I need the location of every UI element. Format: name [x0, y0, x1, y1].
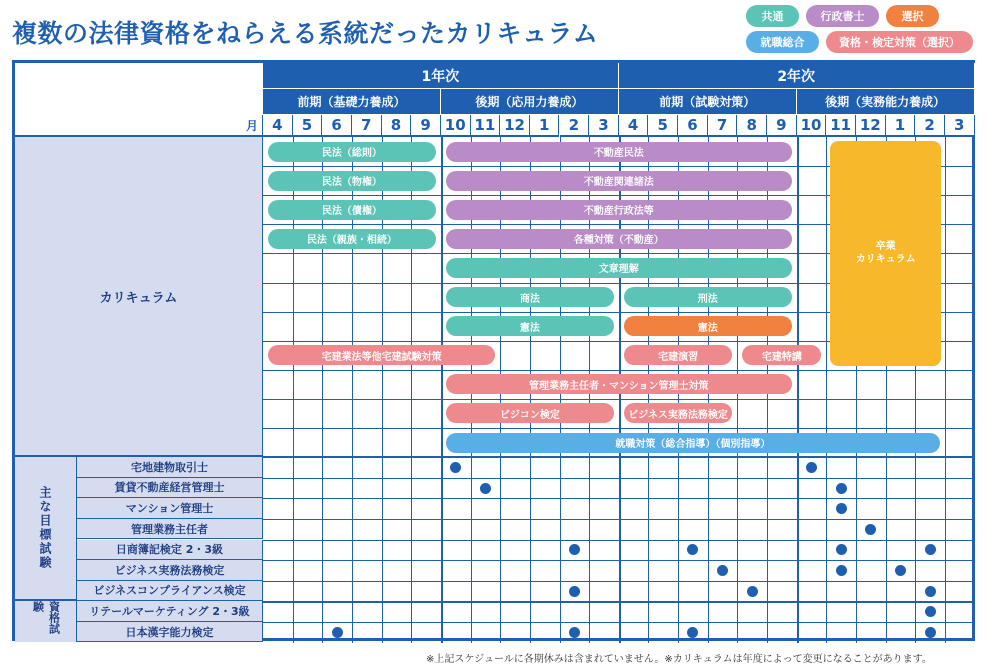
exam-dot: [569, 586, 580, 597]
grid-line-horizontal: [263, 399, 975, 400]
page-title: 複数の法律資格をねらえる系統だったカリキュラム: [12, 19, 599, 48]
grid-line-horizontal: [263, 560, 975, 561]
exam-dot: [806, 462, 817, 473]
exam-dot: [450, 462, 461, 473]
term-header: 前期（試験対策）: [619, 89, 797, 115]
exam-dot: [747, 586, 758, 597]
month-header: 9: [411, 115, 441, 137]
curriculum-bar: 憲法: [446, 316, 614, 336]
month-header: 10: [797, 115, 827, 137]
curriculum-bar: 宅建特講: [742, 345, 821, 365]
grid-line-horizontal: [263, 519, 975, 520]
curriculum-bar: ビジコン検定: [446, 403, 614, 423]
curriculum-bar: 商法: [446, 287, 614, 307]
month-header: 3: [945, 115, 975, 137]
month-header: 7: [352, 115, 382, 137]
month-header: 7: [708, 115, 738, 137]
month-header: 12: [500, 115, 530, 137]
exam-dot: [717, 565, 728, 576]
grid-line-horizontal: [263, 540, 975, 541]
curriculum-bar: 就職対策（総合指導）（個別指導）: [446, 433, 940, 453]
month-header: 8: [737, 115, 767, 137]
exam-dot: [925, 586, 936, 597]
exam-dot: [865, 524, 876, 535]
exam-dot: [925, 544, 936, 555]
header-blank: [15, 63, 264, 115]
grid-line-horizontal: [263, 370, 975, 371]
curriculum-bar: 不動産関連諸法: [446, 171, 792, 191]
curriculum-bar: 宅建業法等他宅建試験対策: [268, 345, 495, 365]
term-header: 前期（基礎力養成）: [263, 89, 441, 115]
month-header: 9: [767, 115, 797, 137]
year-header: 1年次: [263, 63, 619, 89]
exam-dot: [925, 627, 936, 638]
legend-item: 資格・検定対策（選択）: [826, 31, 973, 53]
grid-line-vertical: [797, 137, 799, 643]
exam-name: ビジネス実務法務検定: [77, 560, 263, 581]
graduation-curriculum-block: 卒業 カリキュラム: [830, 141, 941, 366]
year-header: 2年次: [619, 63, 975, 89]
month-header: 6: [678, 115, 708, 137]
exam-dot: [836, 565, 847, 576]
grid-line-horizontal: [263, 456, 975, 458]
legend-item: 共通: [746, 5, 799, 27]
exam-dot: [569, 627, 580, 638]
curriculum-bar: 文章理解: [446, 258, 792, 278]
month-header: 1: [886, 115, 916, 137]
exam-dot: [332, 627, 343, 638]
exam-name: 日本漢字能力検定: [77, 622, 263, 643]
exam-name: リテールマーケティング 2・3級: [77, 601, 263, 622]
grid-line-horizontal: [263, 581, 975, 582]
curriculum-label: カリキュラム: [15, 137, 263, 457]
curriculum-bar: 管理業務主任者・マンション管理士対策: [446, 374, 792, 394]
month-header: 5: [648, 115, 678, 137]
grid-line-vertical: [945, 137, 946, 643]
exam-dot: [836, 483, 847, 494]
exam-dot: [925, 606, 936, 617]
exam-dot: [836, 544, 847, 555]
curriculum-bar: 宅建演習: [624, 345, 733, 365]
exam-dot: [836, 503, 847, 514]
month-header: 1: [530, 115, 560, 137]
legend-item: 行政書士: [806, 5, 879, 27]
curriculum-bar: ビジネス実務法務検定: [624, 403, 733, 423]
legend-item: 選択: [886, 5, 939, 27]
month-header: 5: [293, 115, 323, 137]
grid-line-horizontal: [263, 601, 975, 603]
exam-name: 賃貸不動産経営管理士: [77, 478, 263, 499]
exam-dot: [569, 544, 580, 555]
month-header: 12: [856, 115, 886, 137]
curriculum-bar: 民法（総則）: [268, 142, 436, 162]
month-header: 3: [589, 115, 619, 137]
legend-item: 就職総合: [746, 31, 819, 53]
exam-name: 宅地建物取引士: [77, 457, 263, 478]
grid-line-vertical: [826, 137, 827, 643]
exam-group-label-main: 主な目標試験: [15, 457, 77, 601]
grid-line-horizontal: [263, 478, 975, 479]
term-header: 後期（応用力養成）: [441, 89, 619, 115]
grid-line-horizontal: [263, 428, 975, 429]
curriculum-bar: 民法（物権）: [268, 171, 436, 191]
exam-name: ビジネスコンプライアンス検定: [77, 581, 263, 602]
curriculum-bar: 刑法: [624, 287, 792, 307]
schedule-table: [12, 60, 975, 641]
month-header: 2: [560, 115, 590, 137]
exam-dot: [687, 544, 698, 555]
month-header: 8: [382, 115, 412, 137]
month-header: 4: [263, 115, 293, 137]
exam-name: 日商簿記検定 2・3級: [77, 540, 263, 561]
curriculum-bar: 民法（債権）: [268, 200, 436, 220]
month-header: 6: [322, 115, 352, 137]
grid-line-horizontal: [263, 498, 975, 499]
month-header: 2: [915, 115, 945, 137]
month-label: 月: [15, 115, 263, 137]
curriculum-bar: 不動産行政法等: [446, 200, 792, 220]
footnote: ※上記スケジュールに各期休みは含まれていません。※カリキュラムは年度によって変更になることがあります。: [426, 654, 932, 665]
month-header: 4: [619, 115, 649, 137]
curriculum-bar: 憲法: [624, 316, 792, 336]
month-header: 11: [471, 115, 501, 137]
month-header: 11: [826, 115, 856, 137]
curriculum-bar: 不動産民法: [446, 142, 792, 162]
grid-line-vertical: [441, 137, 443, 643]
term-header: 後期（実務能力養成）: [797, 89, 975, 115]
exam-group-label-qualification: 資格試験: [15, 601, 77, 642]
exam-dot: [480, 483, 491, 494]
exam-name: 管理業務主任者: [77, 519, 263, 540]
exam-dot: [687, 627, 698, 638]
curriculum-bar: 民法（親族・相続）: [268, 229, 436, 249]
exam-name: マンション管理士: [77, 498, 263, 519]
exam-dot: [895, 565, 906, 576]
month-header: 10: [441, 115, 471, 137]
grid-line-horizontal: [263, 622, 975, 623]
curriculum-bar: 各種対策（不動産）: [446, 229, 792, 249]
